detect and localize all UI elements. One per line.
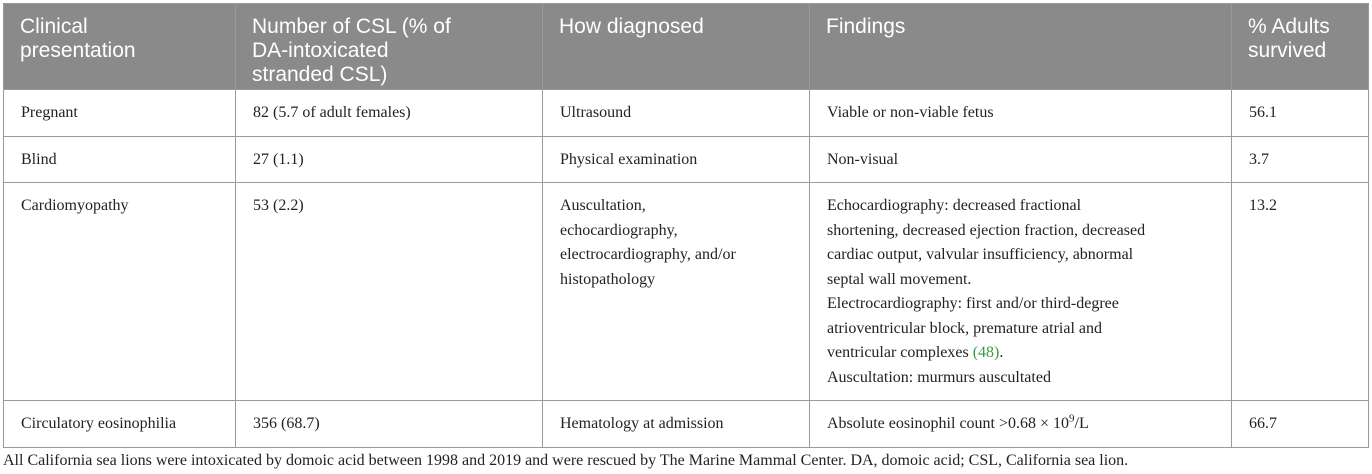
table-row [4, 90, 1369, 137]
table-row [4, 136, 1369, 183]
cell-findings: Viable or non-viable fetus [810, 90, 1232, 137]
cell-diagnosed: Physical examination [543, 136, 810, 183]
reference-link-48[interactable]: (48) [972, 344, 1000, 361]
cell-survived: 56.1 [1232, 90, 1369, 137]
table-row [4, 401, 1369, 448]
header-number-of-csl: Number of CSL (% of DA-intoxicated stranded CSL) [236, 4, 543, 90]
header-how-diagnosed: How diagnosed [543, 4, 810, 90]
cell-presentation: Pregnant [4, 90, 236, 137]
cell-findings: Non-visual [810, 136, 1232, 183]
table-row [4, 183, 1369, 401]
cell-presentation: Cardiomyopathy [4, 183, 236, 401]
table-header [4, 4, 1369, 90]
header-findings: Findings [810, 4, 1232, 90]
data-table [3, 3, 1369, 448]
header-adults-survived: % Adults survived [1232, 4, 1369, 90]
table-footnote: All California sea lions were intoxicated by domoic acid between 1998 and 2019 and were rescued by The Marine Mammal Center. DA, domoic acid; CSL, California sea lion. [3, 452, 1129, 469]
cell-survived: 3.7 [1232, 136, 1369, 183]
cell-diagnosed: Hematology at admission [543, 401, 810, 448]
cell-number: 82 (5.7 of adult females) [236, 90, 543, 137]
cell-findings: Echocardiography: decreased fractional shortening, decreased ejection fraction, decreased cardiac output, valvular insufficiency, abnormal septal wall movement. Electrocardiography: first and/or third-degree atrioventricular block, premature atrial and ventricular complexes (48). Auscultation: murmurs auscultated [810, 183, 1232, 401]
cell-number: 53 (2.2) [236, 183, 543, 401]
cell-diagnosed: Ultrasound [543, 90, 810, 137]
header-clinical-presentation: Clinical presentation [4, 4, 236, 90]
cell-survived: 13.2 [1232, 183, 1369, 401]
cell-diagnosed: Auscultation, echocardiography, electrocardiography, and/or histopathology [543, 183, 810, 401]
cell-survived: 66.7 [1232, 401, 1369, 448]
cell-presentation: Blind [4, 136, 236, 183]
cell-findings: Absolute eosinophil count $>0.68 \times 10^9/L$ [810, 401, 1232, 448]
header-row [4, 4, 1369, 90]
cell-number: 27 (1.1) [236, 136, 543, 183]
cell-number: 356 (68.7) [236, 401, 543, 448]
cell-presentation: Circulatory eosinophilia [4, 401, 236, 448]
